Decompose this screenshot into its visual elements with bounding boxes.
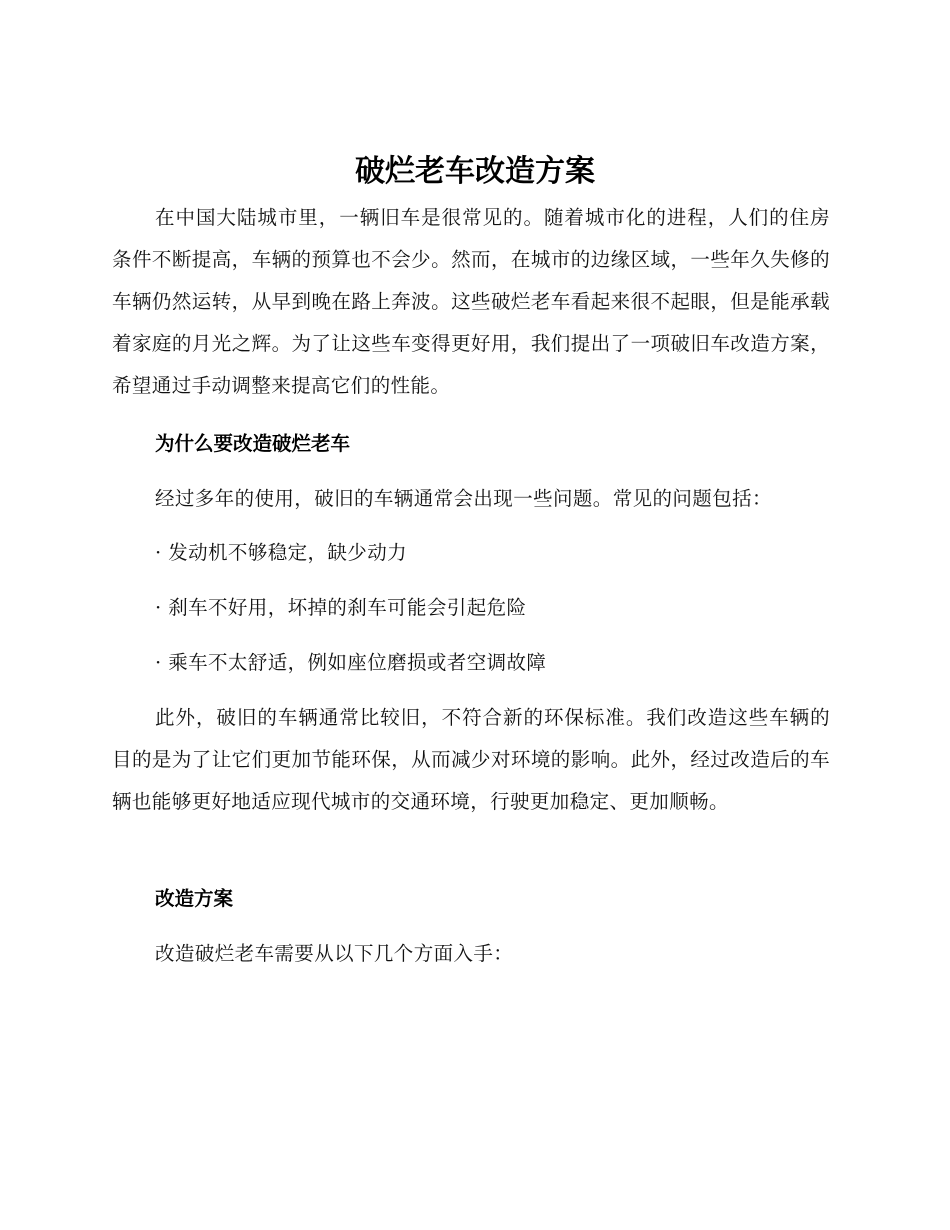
intro-paragraph: 在中国大陆城市里，一辆旧车是很常见的。随着城市化的进程，人们的住房条件不断提高，车辆的预算也不会少。然而，在城市的边缘区域，一些年久失修的车辆仍然运转，从早到晚在路上奔波。这些破烂老车看起来很不起眼，但是能承载着家庭的月光之辉。为了让这些车变得更好用，我们提出了一项破旧车改造方案，希望通过手动调整来提高它们的性能。 [112,206,830,397]
document-title: 破烂老车改造方案 [355,154,595,189]
bullet-item: · 刹车不好用，坏掉的刹车可能会引起危险 [155,596,527,619]
bullet-item: · 乘车不太舒适，例如座位磨损或者空调故障 [155,651,547,674]
bullet-item: · 发动机不够稳定，缺少动力 [155,541,407,564]
plan-lead-text: 改造破烂老车需要从以下几个方面入手： [155,942,514,965]
section-heading-why: 为什么要改造破烂老车 [155,432,351,455]
section-heading-plan: 改造方案 [155,887,234,910]
problems-lead-text: 经过多年的使用，破旧的车辆通常会出现一些问题。常见的问题包括： [155,487,772,510]
environment-paragraph: 此外，破旧的车辆通常比较旧，不符合新的环保标准。我们改造这些车辆的目的是为了让它们更加节能环保，从而减少对环境的影响。此外，经过改造后的车辆也能够更好地适应现代城市的交通环境，行驶更加稳定、更加顺畅。 [112,706,830,813]
